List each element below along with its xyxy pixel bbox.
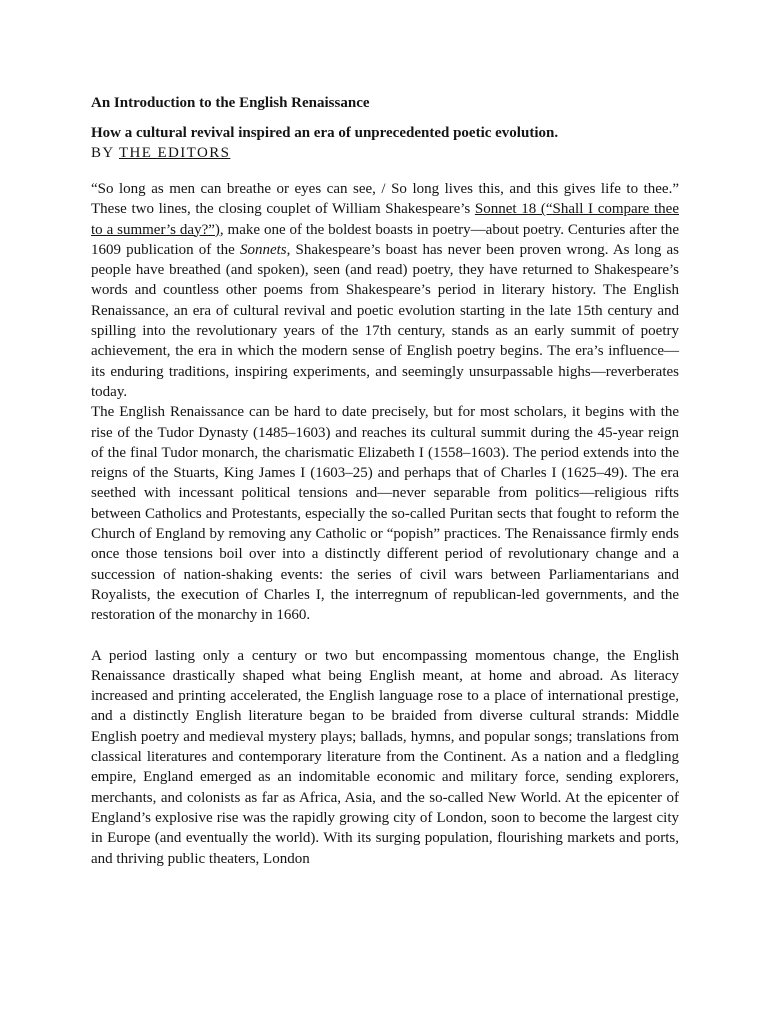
author-link[interactable]: THE EDITORS <box>118 145 231 161</box>
byline <box>91 143 679 163</box>
byline-prefix: BY <box>91 145 119 161</box>
sonnet-18-link[interactable]: Sonnet 18 (“Shall I compare thee to a summer’s day?”) <box>91 201 679 238</box>
article-title: An Introduction to the English Renaissance <box>91 95 370 111</box>
paragraph-1 <box>91 179 679 402</box>
article-subtitle: How a cultural revival inspired an era of unprecedented poetic evolution. <box>91 125 559 141</box>
paragraph-1-part-a: “So long as men can breathe or eyes can see, / So long lives this, and this gives life to thee.” These two lines, the closing couplet of William Shakespeare’s <box>91 181 679 218</box>
document-page <box>91 93 679 869</box>
paragraph-1-part-c: , Shakespeare’s boast has never been proven wrong. As long as people have breathed (and spoken), seen (and read) poetry, they have returned to Shakespeare’s words and countless other poems from Shakespeare’s period in literary history. The English Renaissance, an era of cultural revival and poetic evolution starting in the late 15th century and spilling into the revolutionary years of the 17th century, stands as an early summit of poetry achievement, the era in which the modern sense of English poetry begins. The era’s influence—its enduring traditions, inspiring experiments, and seemingly unsurpassable highs—reverberates today. <box>91 241 679 400</box>
paragraph-1-part-b: , make one of the boldest boasts in poetry—about poetry. Centuries after the 1609 publication of the <box>91 221 679 258</box>
sonnets-title: Sonnets <box>239 241 287 258</box>
paragraph-3: A period lasting only a century or two but encompassing momentous change, the English Renaissance drastically shaped what being English meant, at home and abroad. As literacy increased and printing accelerated, the English language rose to a place of international prestige, and a distinctly English literature began to be braided from diverse cultural strands: Middle English poetry and medieval mystery plays; ballads, hymns, and popular songs; translations from classical literatures and contemporary literature from the Continent. As a nation and a fledgling empire, England emerged as an indomitable economic and military force, sending explorers, merchants, and colonists as far as Africa, Asia, and the so-called New World. At the epicenter of England’s explosive rise was the rapidly growing city of London, soon to become the largest city in Europe (and eventually the world). With its surging population, flourishing markets and ports, and thriving public theaters, London <box>91 647 679 867</box>
paragraph-gap <box>91 626 679 646</box>
paragraph-2: The English Renaissance can be hard to date precisely, but for most scholars, it begins with the rise of the Tudor Dynasty (1485–1603) and reaches its cultural summit during the 45-year reign of the final Tudor monarch, the charismatic Elizabeth I (1558–1603). The period extends into the reigns of the Stuarts, King James I (1603–25) and perhaps that of Charles I (1625–49). The era seethed with incessant political tensions and—never separable from politics—religious rifts between Catholics and Protestants, especially the so-called Puritan sects that fought to reform the Church of England by removing any Catholic or “popish” practices. The Renaissance firmly ends once those tensions boil over into a distinctly different period of revolutionary change and a succession of nation-shaking events: the series of civil wars between Parliamentarians and Royalists, the execution of Charles I, the interregnum of republican-led governments, and the restoration of the monarchy in 1660. <box>91 404 679 624</box>
